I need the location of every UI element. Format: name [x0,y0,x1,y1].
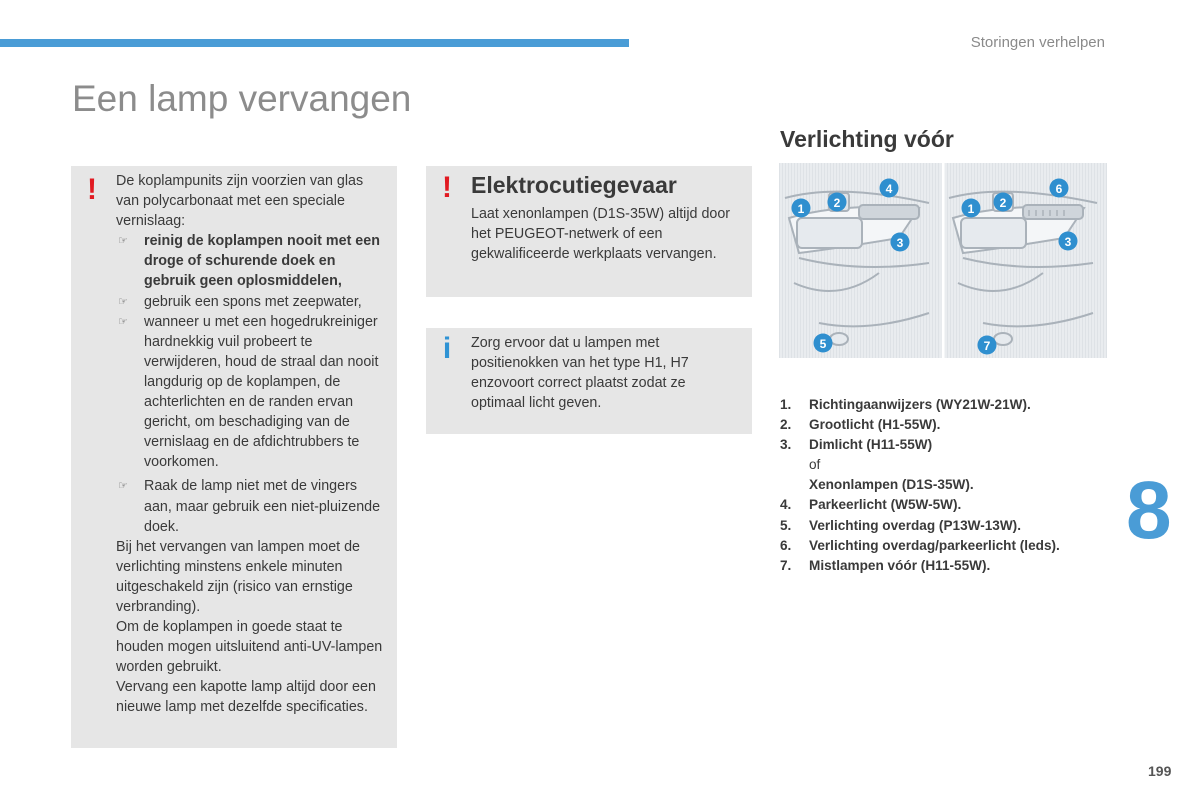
callout-4-left [880,179,899,198]
electrocution-heading: Elektrocutiegevaar [471,172,677,198]
callout-2-left [828,193,847,212]
hand-pointer-icon: ☞ [118,295,128,308]
svg-text:2: 2 [833,196,841,210]
anti-uv-text: Om de koplampen in goede staat te houden mogen uitsluitend anti-UV-lampen worden gebruikt. [116,619,383,676]
warning-exclamation-icon: ! [87,173,97,206]
info-icon: i [442,332,452,365]
replacement-spec-text: Vervang een kapotte lamp altijd door een nieuwe lamp met dezelfde specificaties. [116,679,376,716]
info-text: Zorg ervoor dat u lampen met positienokken van het type H1, H7 enzovoort correct plaatst zodat ze optimaal licht geven. [471,335,689,412]
callout-5-left [814,334,833,353]
top-accent-bar [0,39,629,47]
care-warning-panel [71,166,397,748]
legend-or: of [809,457,821,473]
callout-1-left [792,199,811,218]
warning-exclamation-icon: ! [442,171,452,204]
svg-text:3: 3 [896,236,904,250]
bulb-legend [780,395,1110,576]
legend-number: 2. [780,417,792,433]
list-item [780,495,1110,515]
legend-number: 3. [780,437,792,453]
legend-text: Richtingaanwijzers (WY21W-21W). [809,397,1031,412]
callout-7-right [978,336,997,355]
list-item [116,476,387,536]
svg-text:3: 3 [1064,235,1072,249]
legend-text: Verlichting overdag/parkeerlicht (leds). [809,537,1060,553]
list-item-text: Raak de lamp niet met de vingers aan, maar gebruik een niet-pluizende doek. [144,478,381,535]
callout-2-right [994,193,1013,212]
list-item [780,516,1110,536]
legend-number: 1. [780,397,792,412]
legend-text: Parkeerlicht (W5W-5W). [809,497,962,513]
callout-3-right [1059,232,1078,251]
legend-number: 6. [780,537,792,553]
burn-risk-text: Bij het vervangen van lampen moet de verlichting minstens enkele minuten uitgeschakeld zijn (risico van ernstige verbranding). [116,538,360,615]
list-item [780,435,1110,495]
list-item-text: gebruik een spons met zeepwater, [144,293,362,310]
care-intro: De koplampunits zijn voorzien van glas van polycarbonaat met een speciale vernislaag: [116,173,364,230]
electrocution-warning-panel [426,166,752,297]
legend-number: 5. [780,517,792,533]
legend-text: Verlichting overdag (P13W-13W). [809,517,1021,533]
info-panel [426,328,752,434]
svg-text:7: 7 [983,339,991,353]
list-item [780,395,1110,415]
legend-text: Dimlicht (H11-55W) [809,437,933,453]
hand-pointer-icon: ☞ [118,235,128,248]
callout-6-right [1050,179,1069,198]
page-number: 199 [1148,763,1172,779]
legend-number: 4. [780,497,792,513]
list-item [780,556,1110,576]
page-title: Een lamp vervangen [72,78,412,119]
list-item [116,312,387,473]
list-item [116,231,387,291]
svg-text:1: 1 [967,202,975,216]
svg-text:2: 2 [999,196,1007,210]
svg-text:1: 1 [797,202,805,216]
section-subtitle: Verlichting vóór [780,126,954,152]
svg-text:4: 4 [885,182,893,196]
front-lights-illustration [779,163,1107,358]
list-item [780,536,1110,556]
legend-text: Mistlampen vóór (H11-55W). [809,557,991,573]
list-item-text: wanneer u met een hogedrukreiniger hardnekkig vuil probeert te verwijderen, houd de straal dan nooit langdurig op de koplampen, de achterlichten en de randen ervan gericht, om beschadiging van de vernislaag en de afdichtrubbers te voorkomen. [144,313,379,471]
svg-text:6: 6 [1055,182,1063,196]
callout-3-left [891,233,910,252]
section-header: Storingen verhelpen [970,34,1105,51]
chapter-number: 8 [1126,465,1172,556]
legend-text-xenon: Xenonlampen (D1S-35W). [809,477,974,493]
legend-text: Grootlicht (H1-55W). [809,417,941,433]
list-item-text: reinig de koplampen nooit met een droge of schurende doek en gebruik geen oplosmiddelen, [144,233,380,290]
hand-pointer-icon: ☞ [118,480,128,493]
electrocution-text: Laat xenonlampen (D1S-35W) altijd door het PEUGEOT-netwerk of een gekwalificeerde werkplaats vervangen. [471,206,731,263]
legend-number: 7. [780,557,792,573]
hand-pointer-icon: ☞ [118,315,128,328]
list-item [116,292,387,312]
callout-1-right [962,199,981,218]
svg-text:5: 5 [819,337,827,351]
list-item [780,415,1110,435]
